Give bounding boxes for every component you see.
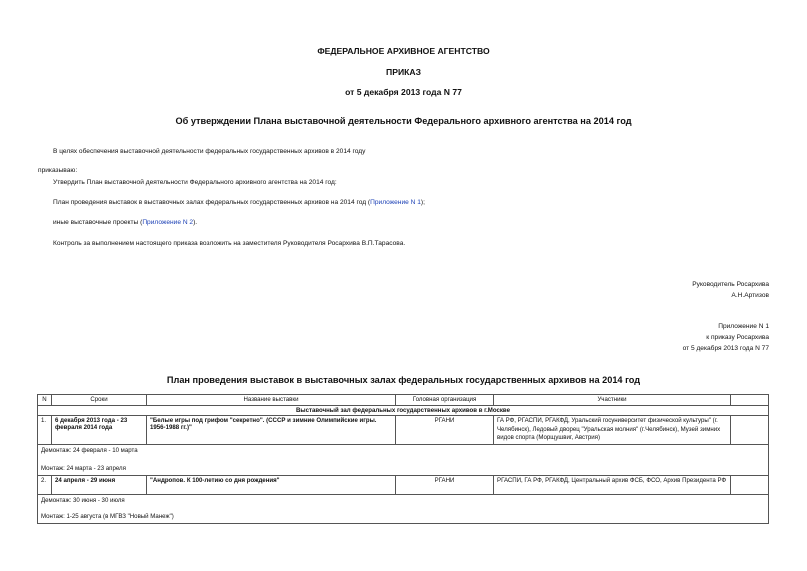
item3-prefix: иные выставочные проекты ( [53,219,143,226]
exhibition-plan-table [37,394,769,524]
table-note-row [38,494,769,523]
appendix-line-2: к приказу Росархива [706,334,769,341]
intro-paragraph: В целях обеспечения выставочной деятельности федеральных государственных архивов в 2014 году [53,148,366,155]
item2-suffix: ); [420,199,425,206]
row-dismantle-note: Демонтаж: 24 февраля - 10 марта [41,446,138,454]
row-notes [38,494,769,523]
row-extra [731,416,769,445]
row-organization: РГАНИ [396,475,494,494]
col-header-participants: Участники [494,395,731,406]
section-row [38,406,769,416]
doc-title: Об утверждении Плана выставочной деятельности Федерального архивного агентства на 2014 год [175,116,632,126]
section-title: Выставочный зал федеральных государственных архивов в г.Москве [38,406,769,416]
appendix-line-1: Приложение N 1 [718,323,769,330]
row-install-note: Монтаж: 1-25 августа (в МГВЗ "Новый Манеж") [41,512,174,520]
col-header-n: N [38,395,52,406]
row-notes [38,444,769,475]
row-extra [731,475,769,494]
item-control: Контроль за выполнением настоящего приказа возложить на заместителя Руководителя Росархива В.П.Тарасова. [53,240,406,247]
col-header-extra [731,395,769,406]
appendix-2-link[interactable]: Приложение N 2 [142,219,194,226]
item-approve-plan: Утвердить План выставочной деятельности Федерального архивного агентства на 2014 год: [53,179,337,186]
appendix-1-link[interactable]: Приложение N 1 [370,199,421,206]
row-dates: 24 апреля - 29 июня [52,475,147,494]
row-participants: ГА РФ, РГАСПИ, РГАКФД, Уральский госуниверситет физической культуры" (г. Челябинск), Ледовый дворец "Уральская молния" (г.Челябинск), Музей зимних видов спорта (Морщушвиг, Австрия) [494,416,731,445]
col-header-org: Головная организация [396,395,494,406]
item-exhibitions-plan [53,199,425,206]
appendix-title: План проведения выставок в выставочных залах федеральных государственных архивов на 2014 год [166,375,641,385]
row-participants: РГАСПИ, ГА РФ, РГАКФД, Центральный архив ФСБ, ФСО, Архив Президента РФ [494,475,731,494]
signature-name: А.Н.Артизов [731,292,769,299]
table-header-row [38,395,769,406]
table-note-row [38,444,769,475]
row-exhibition-name: "Андропов. К 100-летию со дня рождения" [147,475,396,494]
item-other-projects [53,219,197,226]
appendix-line-3: от 5 декабря 2013 года N 77 [682,345,769,352]
signature-position: Руководитель Росархива [692,281,769,288]
doc-type: ПРИКАЗ [386,67,421,77]
item3-suffix: ). [193,219,198,226]
order-word: приказываю: [38,167,78,174]
row-dates: 6 декабря 2013 года - 23 февраля 2014 года [52,416,147,445]
row-dismantle-note: Демонтаж: 30 июня - 30 июля [41,496,125,504]
col-header-name: Название выставки [147,395,396,406]
row-number: 2. [38,475,52,494]
agency-title: ФЕДЕРАЛЬНОЕ АРХИВНОЕ АГЕНТСТВО [317,46,490,56]
row-number: 1. [38,416,52,445]
col-header-dates: Сроки [52,395,147,406]
item2-prefix: План проведения выставок в выставочных залах федеральных государственных архивов на 2014 год ( [53,199,371,206]
table-row [38,475,769,494]
row-exhibition-name: "Белые игры под грифом "секретно". (СССР и зимние Олимпийские игры. 1956-1988 гг.)" [147,416,396,445]
doc-date: от 5 декабря 2013 года N 77 [345,87,462,97]
row-organization: РГАНИ [396,416,494,445]
row-install-note: Монтаж: 24 марта - 23 апреля [41,464,126,472]
table-row [38,416,769,445]
